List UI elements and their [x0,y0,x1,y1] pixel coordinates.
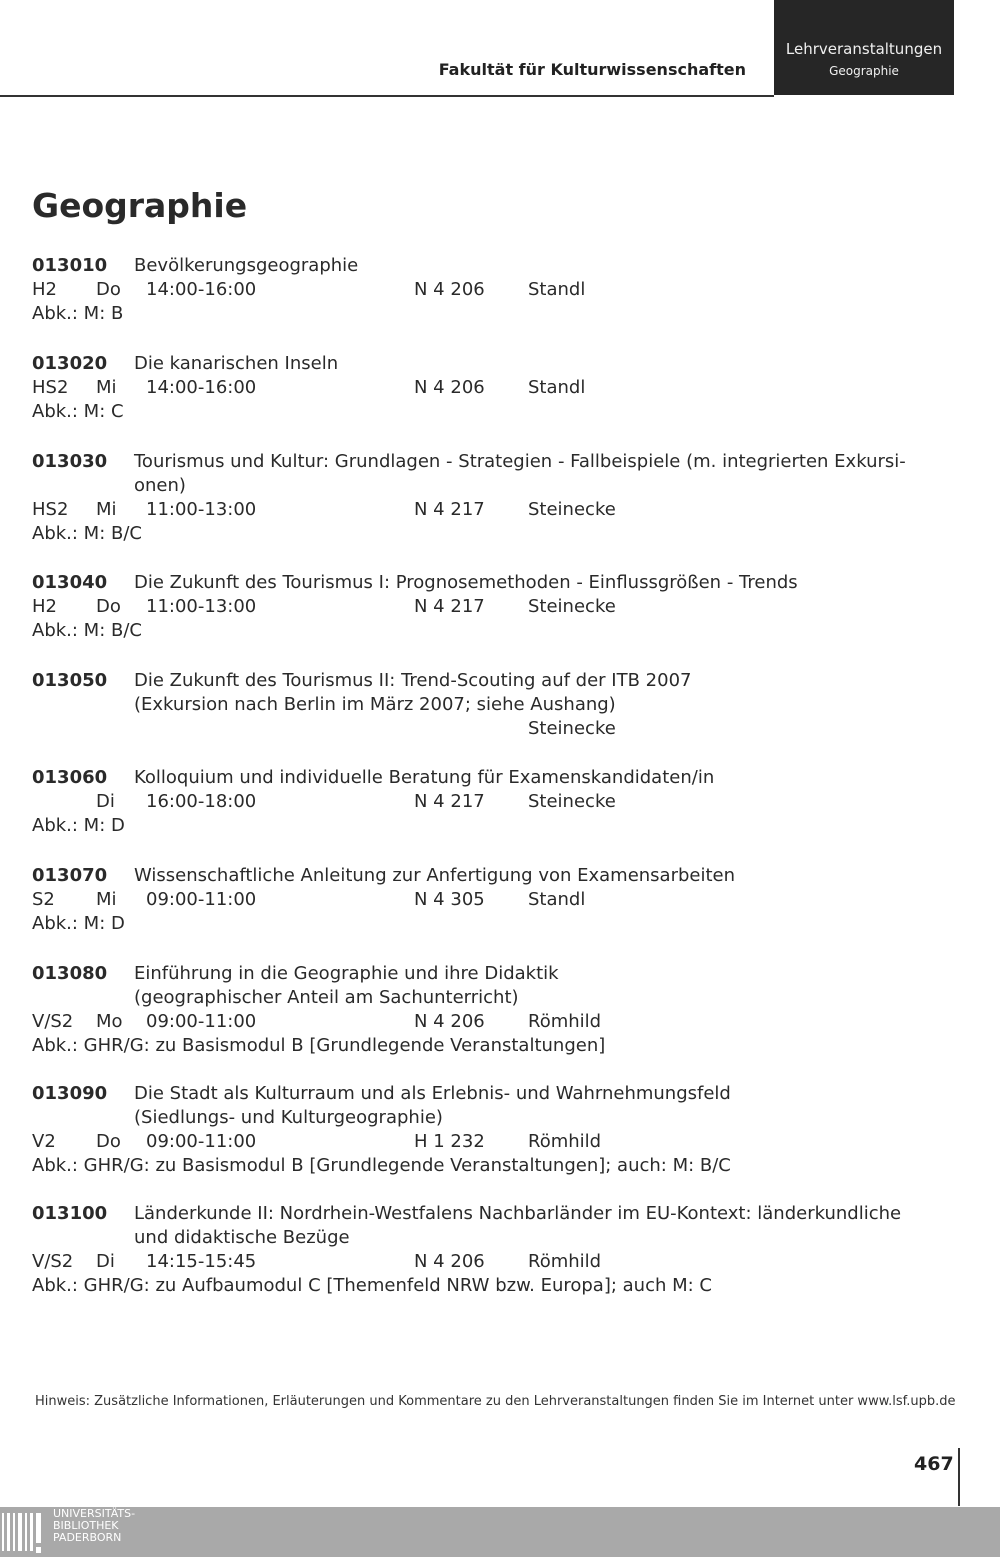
course-room: N 4 206 [414,279,485,300]
course-lecturer: Steinecke [528,499,616,520]
course-type: V2 [32,1131,56,1152]
course-schedule-row [32,595,852,619]
faculty-name: Fakultät für Kulturwissenschaften [438,60,746,79]
course-abk: Abk.: M: B [32,303,124,324]
course-schedule-row [32,498,852,522]
course-day: Di [96,791,115,812]
course-abk: Abk.: M: D [32,815,125,836]
course-entry [32,864,852,936]
course-abk: Abk.: GHR/G: zu Aufbaumodul C [Themenfeld NRW bzw. Europa]; auch M: C [32,1275,712,1296]
course-type: S2 [32,889,55,910]
library-name-line: UNIVERSITÄTS- [53,1507,136,1520]
course-title-row [32,450,906,474]
course-number: 013070 [32,865,108,886]
course-abk-row [32,1154,852,1178]
course-type: HS2 [32,499,69,520]
course-entry [32,352,852,424]
course-day: Do [96,1131,121,1152]
course-title-row [32,766,852,790]
course-number: 013100 [32,1203,108,1224]
course-entry [32,254,852,326]
course-type: V/S2 [32,1251,74,1272]
course-time: 11:00-13:00 [146,596,257,617]
course-type: H2 [32,596,57,617]
course-room: H 1 232 [414,1131,485,1152]
course-title: Die Zukunft des Tourismus I: Prognosemethoden - Einflussgrößen - Trends [134,572,798,593]
course-title: Die Stadt als Kulturraum und als Erlebnis- und Wahrnehmungsfeld [134,1083,731,1104]
course-abk: Abk.: GHR/G: zu Basismodul B [Grundlegende Veranstaltungen]; auch: M: B/C [32,1155,731,1176]
course-number: 013050 [32,670,108,691]
course-number: 013060 [32,767,108,788]
course-day: Mi [96,499,117,520]
course-number: 013090 [32,1083,108,1104]
course-time: 16:00-18:00 [146,791,257,812]
course-abk: Abk.: M: B/C [32,620,142,641]
course-day: Mi [96,377,117,398]
course-number: 013020 [32,353,108,374]
library-name-line: PADERBORN [53,1531,122,1544]
course-schedule-row [32,717,852,741]
hint-note: Hinweis: Zusätzliche Informationen, Erläuterungen und Kommentare zu den Lehrveranstaltungen finden Sie im Internet unter www.lsf.upb.de [35,1394,956,1409]
course-entry [32,1082,852,1178]
course-abk-row [32,619,852,643]
section-header-box [774,0,954,95]
course-title-row [32,1106,852,1130]
course-lecturer: Steinecke [528,718,616,739]
course-time: 09:00-11:00 [146,1131,257,1152]
course-type: V/S2 [32,1011,74,1032]
course-entry [32,1202,902,1298]
course-time: 14:15-15:45 [146,1251,257,1272]
course-number: 013040 [32,572,108,593]
page-number-rule [958,1448,960,1506]
course-day: Di [96,1251,115,1272]
course-time: 09:00-11:00 [146,889,257,910]
course-schedule-row [32,376,852,400]
course-title-continuation: (Exkursion nach Berlin im März 2007; siehe Aushang) [134,694,616,715]
subsection-label: Geographie [829,64,899,78]
course-title: Einführung in die Geographie und ihre Didaktik [134,963,559,984]
course-day: Do [96,279,121,300]
library-name-line: BIBLIOTHEK [53,1519,119,1532]
course-title: Länderkunde II: Nordrhein-Westfalens Nachbarländer im EU-Kontext: länderkundliche [134,1203,902,1224]
course-schedule-row [32,790,852,814]
course-room: N 4 206 [414,1251,485,1272]
course-title-row [32,352,852,376]
course-type: H2 [32,279,57,300]
course-lecturer: Standl [528,377,586,398]
course-entry [32,571,852,643]
course-entry [32,766,852,838]
course-title: Kolloquium und individuelle Beratung für Examenskandidaten/in [134,767,715,788]
course-lecturer: Standl [528,889,586,910]
course-title-row [32,1202,902,1226]
course-entry [32,669,852,741]
course-abk-row [32,302,852,326]
course-room: N 4 305 [414,889,485,910]
course-day: Do [96,596,121,617]
course-abk: Abk.: M: B/C [32,523,142,544]
course-room: N 4 206 [414,1011,485,1032]
course-type: HS2 [32,377,69,398]
course-title-row [32,254,852,278]
course-title-row [32,474,852,498]
course-time: 14:00-16:00 [146,279,257,300]
course-schedule-row [32,1130,852,1154]
course-abk-row [32,1034,852,1058]
course-title-row [32,1226,852,1250]
course-title-row [32,986,852,1010]
course-time: 09:00-11:00 [146,1011,257,1032]
course-title-row [32,962,852,986]
course-title-row [32,693,852,717]
course-title-continuation: onen) [134,475,186,496]
course-number: 013030 [32,451,108,472]
course-abk-row [32,522,852,546]
course-entry [32,450,906,546]
course-day: Mi [96,889,117,910]
course-abk: Abk.: M: C [32,401,124,422]
library-barcode-logo-icon [0,1507,48,1557]
course-title: Wissenschaftliche Anleitung zur Anfertigung von Examensarbeiten [134,865,736,886]
course-time: 11:00-13:00 [146,499,257,520]
page-number: 467 [914,1453,954,1475]
course-abk-row [32,912,852,936]
section-label: Lehrveranstaltungen [785,40,943,58]
course-abk: Abk.: M: D [32,913,125,934]
course-title-continuation: (Siedlungs- und Kulturgeographie) [134,1107,443,1128]
course-title: Die Zukunft des Tourismus II: Trend-Scouting auf der ITB 2007 [134,670,692,691]
course-title-row [32,1082,852,1106]
course-abk-row [32,400,852,424]
course-abk-row [32,1274,852,1298]
course-lecturer: Steinecke [528,791,616,812]
course-lecturer: Standl [528,279,586,300]
course-room: N 4 217 [414,791,485,812]
page-title: Geographie [32,186,248,225]
course-lecturer: Römhild [528,1251,602,1272]
course-abk-row [32,814,852,838]
course-day: Mo [96,1011,123,1032]
course-lecturer: Römhild [528,1131,602,1152]
course-room: N 4 217 [414,596,485,617]
course-title-row [32,864,852,888]
course-title: Die kanarischen Inseln [134,353,339,374]
course-schedule-row [32,1250,852,1274]
library-name [53,1508,135,1544]
course-schedule-row [32,278,852,302]
course-entry [32,962,852,1058]
course-title-continuation: und didaktische Bezüge [134,1227,350,1248]
course-schedule-row [32,1010,852,1034]
course-room: N 4 217 [414,499,485,520]
course-number: 013080 [32,963,108,984]
course-lecturer: Steinecke [528,596,616,617]
course-lecturer: Römhild [528,1011,602,1032]
course-title: Tourismus und Kultur: Grundlagen - Strategien - Fallbeispiele (m. integrierten Exkursi- [134,451,906,472]
course-schedule-row [32,888,852,912]
course-time: 14:00-16:00 [146,377,257,398]
course-title-row [32,669,852,693]
course-room: N 4 206 [414,377,485,398]
course-title-row [32,571,852,595]
course-abk: Abk.: GHR/G: zu Basismodul B [Grundlegende Veranstaltungen] [32,1035,606,1056]
library-footer [0,1507,1000,1557]
course-number: 013010 [32,255,108,276]
course-title: Bevölkerungsgeographie [134,255,359,276]
header-rule [0,95,774,97]
course-title-continuation: (geographischer Anteil am Sachunterricht) [134,987,519,1008]
